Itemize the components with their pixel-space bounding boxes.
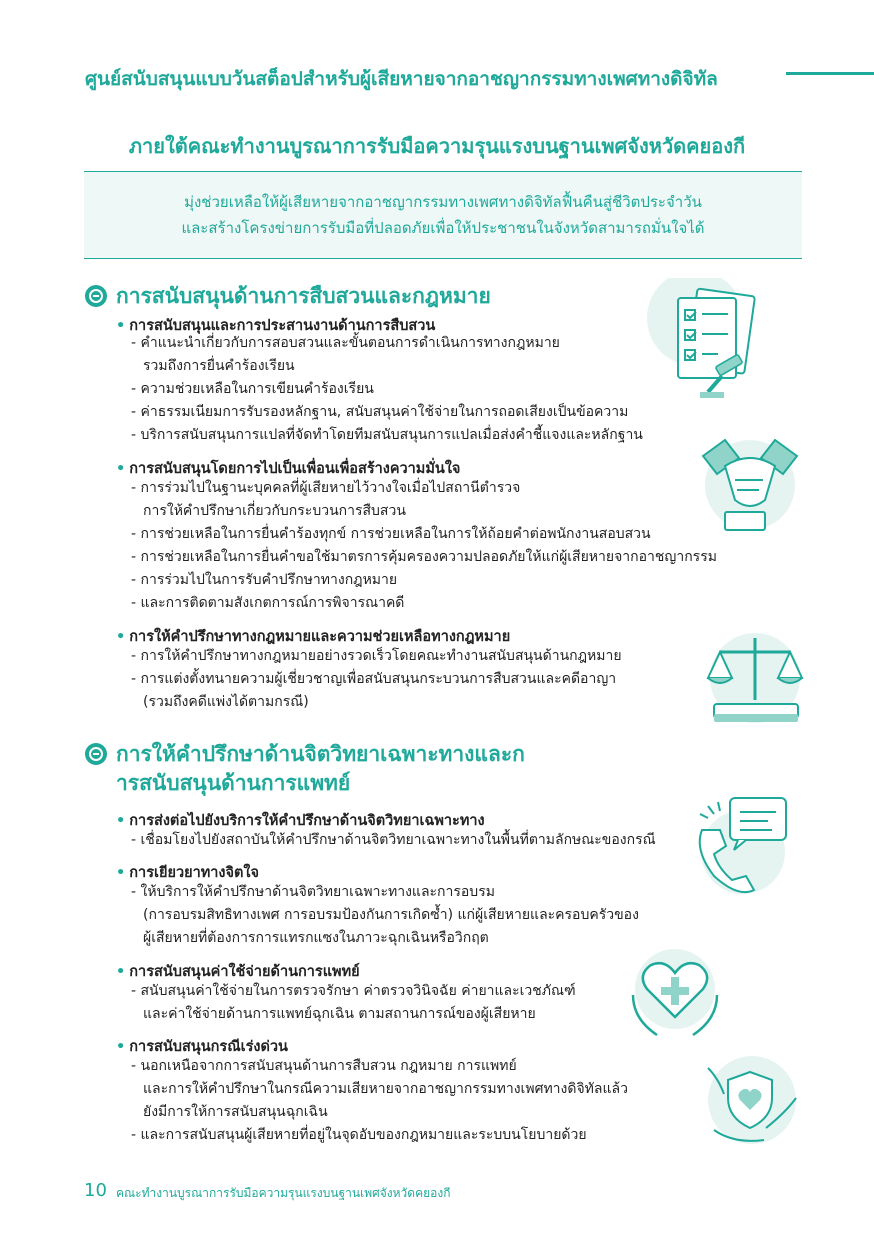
list-item: และค่าใช้จ่ายด้านการแพทย์ฉุกเฉิน ตามสถานการณ์ของผู้เสียหาย bbox=[143, 1006, 536, 1022]
group-heading-text: การเยียวยาทางจิตใจ bbox=[129, 865, 259, 881]
mission-banner bbox=[84, 171, 802, 259]
list-item: การให้คำปรึกษาเกี่ยวกับกระบวนการสืบสวน bbox=[143, 503, 406, 519]
list-item: - การแต่งตั้งทนายความผู้เชี่ยวชาญเพื่อสนับสนุนกระบวนการสืบสวนและคดีอาญา bbox=[131, 671, 617, 687]
section2-group3-heading: • การสนับสนุนค่าใช้จ่ายด้านการแพทย์ bbox=[116, 964, 360, 980]
list-item: - นอกเหนือจากการสนับสนุนด้านการสืบสวน กฎหมาย การแพทย์ bbox=[131, 1058, 517, 1074]
checklist-gavel-icon bbox=[640, 278, 760, 408]
banner-line-2: และสร้างโครงข่ายการรับมือที่ปลอดภัยเพื่อให้ประชาชนในจังหวัดสามารถมั่นใจได้ bbox=[181, 219, 705, 237]
list-item: - ความช่วยเหลือในการเขียนคำร้องเรียน bbox=[131, 381, 374, 397]
section1-title: การสนับสนุนด้านการสืบสวนและกฎหมาย bbox=[116, 284, 491, 308]
section1-group2-heading: • การสนับสนุนโดยการไปเป็นเพื่อนเพื่อสร้างความมั่นใจ bbox=[116, 461, 461, 477]
section-bullet-icon bbox=[84, 284, 108, 308]
scales-of-justice-icon bbox=[700, 630, 810, 730]
section1-group3-heading: • การให้คำปรึกษาทางกฎหมายและความช่วยเหลือทางกฎหมาย bbox=[116, 629, 511, 645]
list-item: - และการสนับสนุนผู้เสียหายที่อยู่ในจุดอับของกฎหมายและระบบนโยบายด้วย bbox=[131, 1127, 587, 1143]
group-heading-text: การสนับสนุนโดยการไปเป็นเพื่อนเพื่อสร้างความมั่นใจ bbox=[129, 461, 461, 477]
list-item: และการให้คำปรึกษาในกรณีความเสียหายจากอาชญากรรมทางเพศทางดิจิทัลแล้ว bbox=[143, 1081, 628, 1097]
header-rule bbox=[786, 72, 874, 75]
section2-group2-heading: • การเยียวยาทางจิตใจ bbox=[116, 865, 259, 881]
list-item: - บริการสนับสนุนการแปลที่จัดทำโดยทีมสนับสนุนการแปลเมื่อส่งคำชี้แจงและหลักฐาน bbox=[131, 427, 643, 443]
list-item: - เชื่อมโยงไปยังสถาบันให้คำปรึกษาด้านจิตวิทยาเฉพาะทางในพื้นที่ตามลักษณะของกรณี bbox=[131, 832, 656, 848]
group-heading-text: การให้คำปรึกษาทางกฎหมายและความช่วยเหลือทางกฎหมาย bbox=[129, 629, 511, 645]
heart-hands-icon bbox=[625, 945, 725, 1045]
list-item: - ค่าธรรมเนียมการรับรองหลักฐาน, สนับสนุนค่าใช้จ่ายในการถอดเสียงเป็นข้อความ bbox=[131, 404, 629, 420]
section2-heading bbox=[84, 738, 525, 769]
list-item: ยังมีการให้การสนับสนุนฉุกเฉิน bbox=[143, 1104, 328, 1120]
group-heading-text: การสนับสนุนค่าใช้จ่ายด้านการแพทย์ bbox=[129, 964, 360, 980]
section2-group1-heading: • การส่งต่อไปยังบริการให้คำปรึกษาด้านจิตวิทยาเฉพาะทาง bbox=[116, 813, 485, 829]
group-heading-text: การสนับสนุนและการประสานงานด้านการสืบสวน bbox=[129, 318, 436, 334]
list-item: (รวมถึงคดีแพ่งได้ตามกรณี) bbox=[143, 694, 309, 710]
list-item: - สนับสนุนค่าใช้จ่ายในการตรวจรักษา ค่าตรวจวินิจฉัย ค่ายาและเวชภัณฑ์ bbox=[131, 983, 576, 999]
group-heading-text: การสนับสนุนกรณีเร่งด่วน bbox=[129, 1039, 288, 1055]
list-item: - การช่วยเหลือในการยื่นคำขอใช้มาตรการคุ้มครองความปลอดภัยให้แก่ผู้เสียหายจากอาชญากรรม bbox=[131, 549, 717, 565]
shield-heart-hands-icon bbox=[700, 1048, 800, 1150]
header-title: ศูนย์สนับสนุนแบบวันสต็อปสำหรับผู้เสียหายจากอาชญากรรมทางเพศทางดิจิทัล bbox=[85, 68, 718, 90]
phone-chat-icon bbox=[688, 790, 798, 900]
section2-group4-heading: • การสนับสนุนกรณีเร่งด่วน bbox=[116, 1039, 288, 1055]
list-item: รวมถึงการยื่นคำร้องเรียน bbox=[143, 358, 295, 374]
footer-text: คณะทำงานบูรณาการรับมือความรุนแรงบนฐานเพศจังหวัดคยองกี bbox=[116, 1186, 451, 1200]
section2-title-line1: การให้คำปรึกษาด้านจิตวิทยาเฉพาะทางและก bbox=[116, 742, 525, 766]
list-item: - การร่วมไปในการรับคำปรึกษาทางกฎหมาย bbox=[131, 572, 398, 588]
section2-title-line2: ารสนับสนุนด้านการแพทย์ bbox=[116, 771, 351, 795]
list-item: (การอบรมสิทธิทางเพศ การอบรมป้องกันการเกิดซ้ำ) แก่ผู้เสียหายและครอบครัวของ bbox=[143, 907, 639, 923]
list-item: - ให้บริการให้คำปรึกษาด้านจิตวิทยาเฉพาะทางและการอบรม bbox=[131, 884, 495, 900]
section-bullet-icon bbox=[84, 742, 108, 766]
list-item: ผู้เสียหายที่ต้องการการแทรกแซงในภาวะฉุกเฉินหรือวิกฤต bbox=[143, 930, 489, 946]
page-number: 10 bbox=[84, 1180, 107, 1201]
handshake-icon bbox=[695, 430, 805, 540]
list-item: - การให้คำปรึกษาทางกฎหมายอย่างรวดเร็วโดยคณะทำงานสนับสนุนด้านกฎหมาย bbox=[131, 648, 622, 664]
list-item: - การร่วมไปในฐานะบุคคลที่ผู้เสียหายไว้วางใจเมื่อไปสถานีตำรวจ bbox=[131, 480, 521, 496]
list-item: - และการติดตามสังเกตการณ์การพิจารณาคดี bbox=[131, 595, 405, 611]
section1-group1-heading: • การสนับสนุนและการประสานงานด้านการสืบสวน bbox=[116, 318, 436, 334]
section1-heading bbox=[84, 280, 491, 311]
list-item: - คำแนะนำเกี่ยวกับการสอบสวนและขั้นตอนการดำเนินการทางกฎหมาย bbox=[131, 335, 560, 351]
group-heading-text: การส่งต่อไปยังบริการให้คำปรึกษาด้านจิตวิทยาเฉพาะทาง bbox=[129, 813, 485, 829]
header-subtitle: ภายใต้คณะทำงานบูรณาการรับมือความรุนแรงบนฐานเพศจังหวัดคยองกี bbox=[128, 134, 746, 158]
list-item: - การช่วยเหลือในการยื่นคำร้องทุกข์ การช่วยเหลือในการให้ถ้อยคำต่อพนักงานสอบสวน bbox=[131, 526, 651, 542]
banner-line-1: มุ่งช่วยเหลือให้ผู้เสียหายจากอาชญากรรมทางเพศทางดิจิทัลฟื้นคืนสู่ชีวิตประจำวัน bbox=[184, 193, 702, 211]
